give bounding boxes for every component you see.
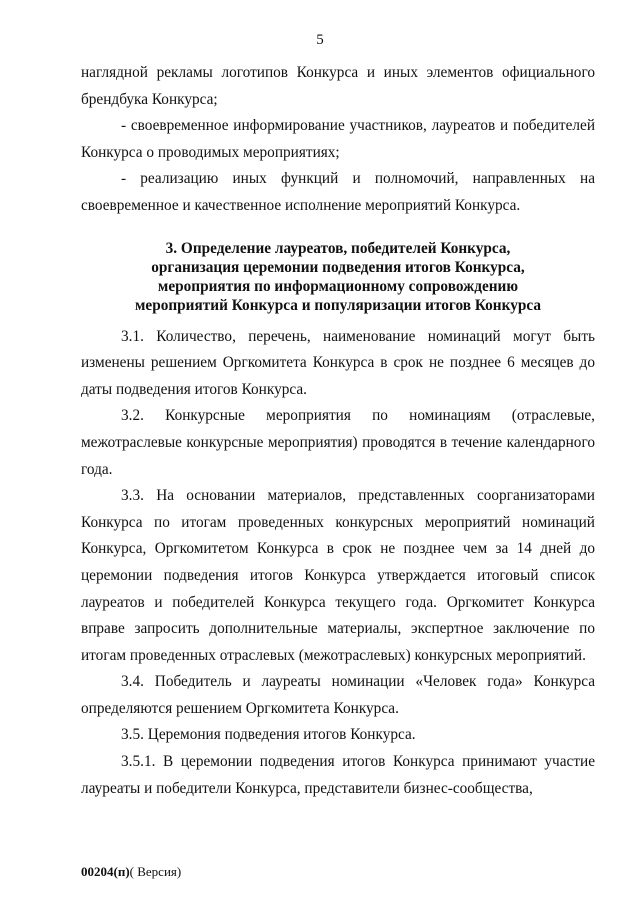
paragraph-list-item: - своевременное информирование участников, лауреатов и победителей Конкурса о проводимых мероприятиях; xyxy=(81,117,595,161)
section-heading-line: организация церемонии подведения итогов Конкурса, xyxy=(151,258,525,276)
section-heading-line: мероприятия по информационному сопровождению xyxy=(157,277,519,295)
document-version: ( Версия) xyxy=(129,864,182,879)
paragraph-continuation: наглядной рекламы логотипов Конкурса и иных элементов официального брендбука Конкурса; xyxy=(81,64,595,108)
section-heading-line: мероприятий Конкурса и популяризации итогов Конкурса xyxy=(134,296,542,314)
clause-3-2: 3.2. Конкурсные мероприятия по номинациям (отраслевые, межотраслевые конкурсные мероприятия) проводятся в течение календарного года. xyxy=(81,407,595,478)
page-number: 5 xyxy=(316,32,324,48)
clause-3-5-1: 3.5.1. В церемонии подведения итогов Конкурса принимают участие лауреаты и победители Конкурса, представители бизнес-сообщества, xyxy=(81,753,595,797)
clause-3-3: 3.3. На основании материалов, представленных соорганизаторами Конкурса по итогам проведенных конкурсных мероприятий номинаций Конкурса, Оргкомитетом Конкурса в срок не позднее чем за 14 дней до церемонии подведения итогов Конкурса утверждается итоговый список лауреатов и победителей Конкурса текущего года. Оргкомитет Конкурса вправе запросить дополнительные материалы, экспертное заключение по итогам проведенных отраслевых (межотраслевых) конкурсных мероприятий. xyxy=(81,487,595,664)
section-heading-line: 3. Определение лауреатов, победителей Конкурса, xyxy=(165,239,511,257)
clause-3-4: 3.4. Победитель и лауреаты номинации «Человек года» Конкурса определяются решением Оргкомитета Конкурса. xyxy=(81,673,595,717)
document-footer xyxy=(81,864,181,880)
paragraph-list-item: - реализацию иных функций и полномочий, направленных на своевременное и качественное исполнение мероприятий Конкурса. xyxy=(81,170,595,214)
document-code: 00204(п) xyxy=(81,864,130,879)
section-heading xyxy=(81,239,595,315)
clause-3-5: 3.5. Церемония подведения итогов Конкурса. xyxy=(121,726,416,744)
document-body xyxy=(81,60,595,802)
clause-3-1: 3.1. Количество, перечень, наименование номинаций могут быть изменены решением Оргкомитета Конкурса в срок не позднее 6 месяцев до даты подведения итогов Конкурса. xyxy=(81,327,595,398)
